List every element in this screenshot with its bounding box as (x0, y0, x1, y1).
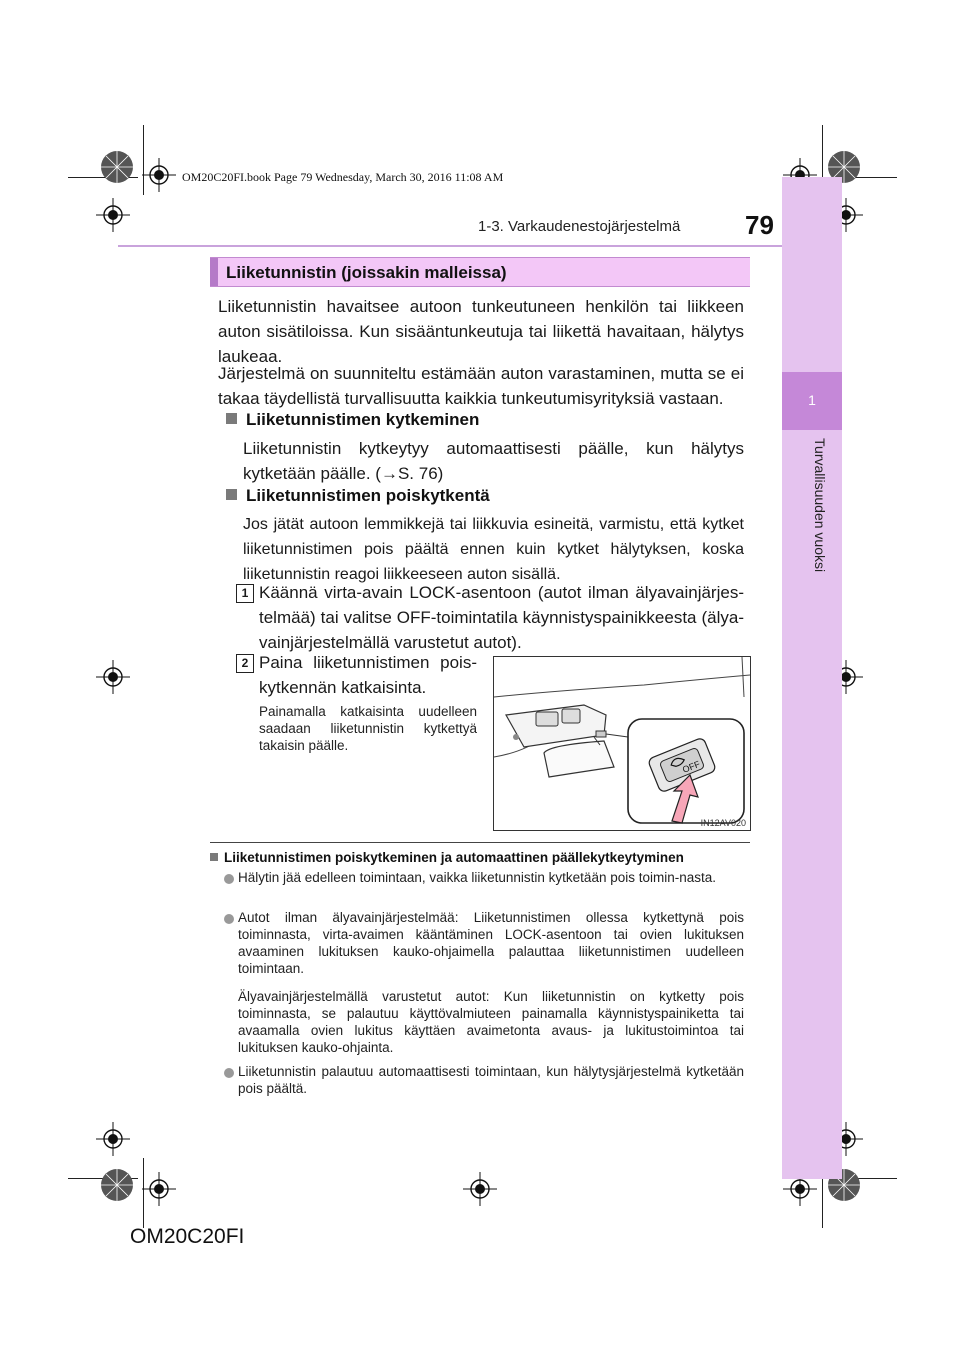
disable-heading: Liiketunnistimen poiskytkentä (226, 486, 490, 506)
registration-mark-icon (142, 1172, 176, 1206)
page-number: 79 (745, 210, 774, 240)
banner-title: Liiketunnistin (joissakin malleissa) (226, 263, 507, 282)
disable-text: Jos jätät autoon lemmikkejä tai liikkuvia esineitä, varmistu, että kytket liiketunnistimen pois päältä ennen kuin kytket hälytyksen, koska liiketunnistin reagoi liikkeeseen auton sisällä. (243, 516, 744, 583)
square-bullet-icon (226, 489, 237, 500)
section-title: 1-3. Varkaudenestojärjestelmä (478, 218, 681, 235)
square-bullet-icon (210, 853, 218, 861)
section-banner (210, 257, 750, 287)
starburst-mark-icon (100, 150, 134, 184)
chapter-number: 1 (808, 392, 816, 408)
intro-paragraph-1: Liiketunnistin havaitsee autoon tunkeutuneen henkilön tai liikkeen auton sisätiloissa. Kun sisääntunkeutuja tai liikettä havaitaan, hälytys laukeaa. (218, 297, 744, 366)
bullet-icon (224, 874, 234, 884)
registration-mark-icon (96, 198, 130, 232)
banner-accent (210, 258, 218, 286)
illustration-code: IN12AV020 (700, 818, 746, 828)
enable-heading: Liiketunnistimen kytkeminen (226, 410, 479, 430)
footer-code: OM20C20FI (130, 1225, 245, 1248)
header-rule (118, 245, 782, 247)
enable-text: Liiketunnistin kytkeytyy automaattisesti päälle, kun hälytys kytketään päälle. (→S. 76) (243, 439, 744, 483)
registration-mark-icon (142, 158, 176, 192)
registration-mark-icon (96, 1122, 130, 1156)
book-stamp: OM20C20FI.book Page 79 Wednesday, March 30, 2016 11:08 AM (182, 170, 504, 184)
step-1-text: Käännä virta-avain LOCK-asentoon (autot ilman älyavainjärjes-telmää) tai valitse OFF-toimintatila käynnistyspainikkeesta (älya-vainjärjestelmällä varustetut autot). (259, 583, 744, 652)
registration-mark-icon (463, 1172, 497, 1206)
switch-label: OFF (681, 758, 702, 775)
step-2-note: Painamalla katkaisinta uudelleen saadaan liiketunnistin kytkettyä takaisin päälle. (259, 704, 477, 753)
bullet-icon (224, 914, 234, 924)
chapter-tab (782, 177, 842, 1179)
starburst-mark-icon (100, 1168, 134, 1202)
chapter-title: Turvallisuuden vuoksi (812, 438, 828, 573)
registration-mark-icon (96, 660, 130, 694)
intro-paragraph-2: Järjestelmä on suunniteltu estämään auton varastaminen, mutta se ei takaa täydellistä turvallisuutta kaikkia tunkeutumisyrityksiä vastaan. (218, 364, 744, 408)
bullet-icon (224, 1068, 234, 1078)
overhead-console-illustration (494, 657, 750, 830)
note-bullet-3: Liiketunnistin palautuu automaattisesti toimintaan, kun hälytysjärjestelmä kytketään pois päältä. (238, 1064, 744, 1096)
notes-heading: Liiketunnistimen poiskytkeminen ja automaattinen päällekytkeytyminen (210, 850, 684, 865)
step-1-number: 1 (236, 584, 254, 603)
note-bullet-2-continued: Älyavainjärjestelmällä varustetut autot: Kun liiketunnistin on kytketty pois toiminnasta, se palautuu käyttövalmiuteen painamalla käynnistyspainiketta tai avaamalla ovien lukitus käyttäen avaimetonta avaus- ja lukitustoimintoa tai lukituksen kauko-ohjainta. (238, 989, 744, 1055)
note-bullet-2: Autot ilman älyavainjärjestelmää: Liiketunnistimen ollessa kytkettynä pois toiminnasta, virta-avaimen kääntäminen LOCK-asentoon tai ovien lukituksen avaaminen lukituksen kauko-ohjaimella palauttaa liiketunnistimen uudelleen toimintaan. (238, 910, 744, 976)
step-2-number: 2 (236, 654, 254, 673)
illustration (493, 656, 751, 831)
step-2-text: Paina liiketunnistimen pois-kytkennän katkaisinta. (259, 653, 477, 697)
note-bullet-1: Hälytin jää edelleen toimintaan, vaikka liiketunnistin kytketään pois toimin-nasta. (238, 870, 717, 885)
section-separator (210, 842, 750, 843)
square-bullet-icon (226, 413, 237, 424)
